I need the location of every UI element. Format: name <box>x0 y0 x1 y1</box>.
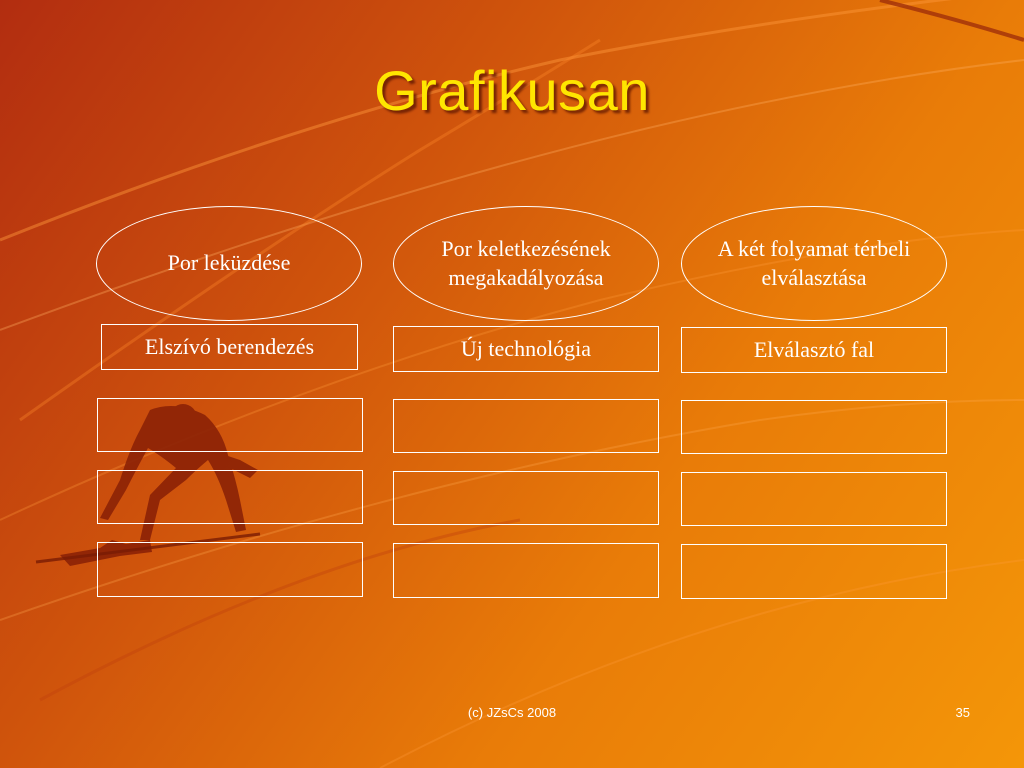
empty-box-2-3 <box>393 543 659 598</box>
heading-label-3: A két folyamat térbeli elválasztása <box>717 235 911 290</box>
heading-ellipse-2 <box>393 206 659 321</box>
heading-ellipse-3 <box>681 206 947 321</box>
footer-page-number: 35 <box>955 705 970 720</box>
footer-copyright: (c) JZsCs 2008 <box>467 705 557 720</box>
empty-box-2-2 <box>393 471 659 525</box>
method-label-3: Elválasztó fal <box>753 337 875 362</box>
heading-label-1: Por leküzdése <box>167 250 291 276</box>
empty-box-1-1 <box>97 398 363 452</box>
slide-title: Grafikusan <box>374 59 650 122</box>
empty-box-3-1 <box>681 400 947 454</box>
method-box-2 <box>393 326 659 372</box>
empty-box-3-2 <box>681 472 947 526</box>
empty-box-3-3 <box>681 544 947 599</box>
heading-label-2: Por keletkezésének megakadályozása <box>441 235 611 290</box>
heading-ellipse-1 <box>96 206 362 321</box>
method-box-3 <box>681 327 947 373</box>
empty-box-1-3 <box>97 542 363 597</box>
empty-box-1-2 <box>97 470 363 524</box>
method-label-1: Elszívó berendezés <box>144 334 315 359</box>
empty-box-2-1 <box>393 399 659 453</box>
method-box-1 <box>101 324 358 370</box>
method-label-2: Új technológia <box>460 336 592 361</box>
